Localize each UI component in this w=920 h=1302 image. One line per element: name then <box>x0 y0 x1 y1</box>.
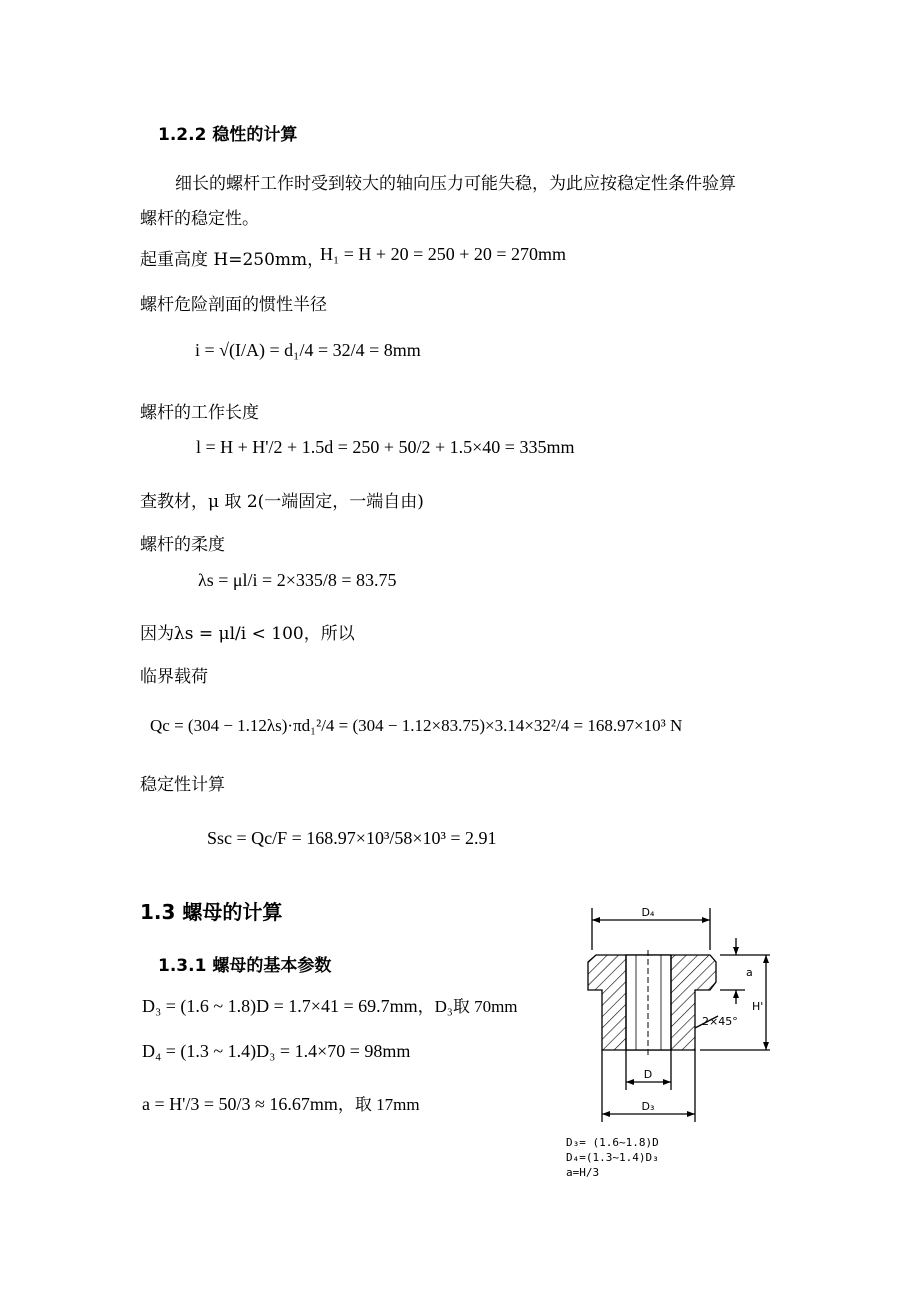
d3-formula-main: D₃ = (1.6 ~ 1.8)D = 1.7×41 = 69.7mm <box>142 996 418 1016</box>
critical-load-label: 临界载荷 <box>140 667 208 687</box>
caption-line: D₃= (1.6~1.8)D <box>566 1136 659 1149</box>
label-d4: D₄ <box>641 906 655 919</box>
inertia-radius-formula: i = √(I/A) = d₁/4 = 32/4 = 8mm <box>195 340 421 360</box>
working-length-label: 螺杆的工作长度 <box>140 403 259 423</box>
slenderness-label: 螺杆的柔度 <box>140 535 225 555</box>
stability-label: 稳定性计算 <box>140 775 225 795</box>
label-chamfer: 2×45° <box>702 1015 738 1028</box>
critical-load-formula: Qc = (304 − 1.12λs)·πd₁²/4 = (304 − 1.12×83.75)×3.14×32²/4 = 168.97×10³ N <box>150 716 683 735</box>
nut-diagram <box>560 900 790 1140</box>
intro-line-1: 细长的螺杆工作时受到较大的轴向压力可能失稳，为此应按稳定性条件验算 <box>175 174 736 194</box>
section-heading-1-3-1: 1.3.1 螺母的基本参数 <box>158 956 332 976</box>
caption-line: a=H/3 <box>566 1166 600 1179</box>
label-a: a <box>746 966 753 979</box>
lift-height-label: 起重高度 H=250mm， <box>140 250 325 270</box>
d3-formula <box>142 992 518 1017</box>
figure-caption <box>566 1135 659 1180</box>
section-heading-1-3: 1.3 螺母的计算 <box>140 900 283 924</box>
label-d3: D₃ <box>641 1100 655 1113</box>
intro-line-2: 螺杆的稳定性。 <box>140 209 259 229</box>
stability-formula: Ssc = Qc/F = 168.97×10³/58×10³ = 2.91 <box>207 828 497 848</box>
slenderness-formula: λs = μl/i = 2×335/8 = 83.75 <box>198 570 397 590</box>
a-formula-main: a = H'/3 = 50/3 ≈ 16.67mm <box>142 1094 338 1114</box>
lift-height-formula: H₁ = H + 20 = 250 + 20 = 270mm <box>320 244 567 264</box>
working-length-formula: l = H + H'/2 + 1.5d = 250 + 50/2 + 1.5×40 = 335mm <box>196 437 575 457</box>
caption-line: D₄=(1.3~1.4)D₃ <box>566 1151 659 1164</box>
a-take: ，取 17mm <box>337 1095 420 1114</box>
mu-text: 查教材，μ 取 2(一端固定，一端自由) <box>140 492 424 512</box>
inertia-radius-label: 螺杆危险剖面的惯性半径 <box>140 295 327 315</box>
because-text: 因为λs = μl/i < 100，所以 <box>140 624 355 644</box>
label-h-prime: H' <box>752 1000 764 1013</box>
label-d: D <box>643 1068 653 1081</box>
d3-take: ，D₃取 70mm <box>417 997 518 1016</box>
section-heading-1-2-2: 1.2.2 稳性的计算 <box>158 125 298 145</box>
d4-formula: D₄ = (1.3 ~ 1.4)D₃ = 1.4×70 = 98mm <box>142 1041 411 1061</box>
a-formula <box>142 1090 420 1115</box>
